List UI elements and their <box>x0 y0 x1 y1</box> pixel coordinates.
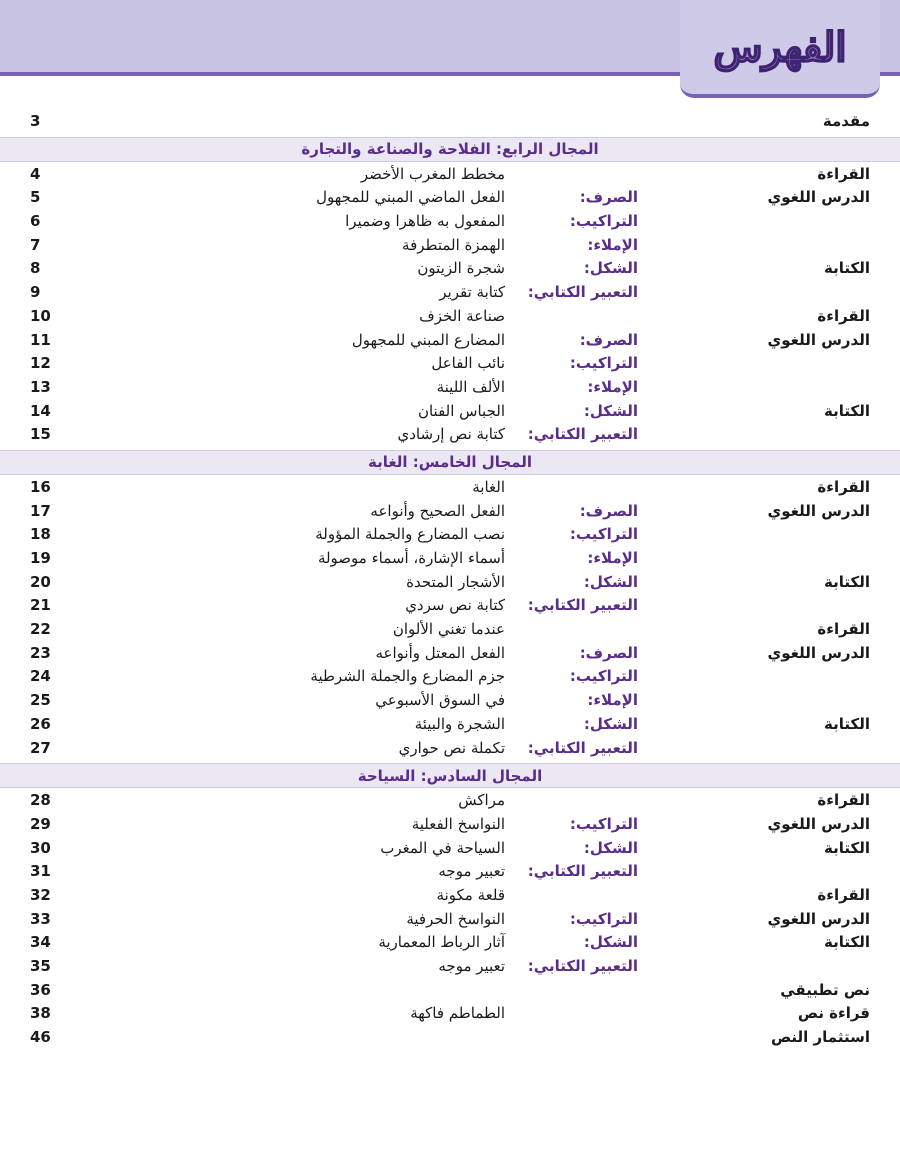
toc-entry[interactable] <box>0 523 900 547</box>
toc-entry[interactable] <box>0 813 900 837</box>
page-number: 8 <box>30 259 41 278</box>
page-number: 13 <box>30 377 51 396</box>
page-number: 27 <box>30 738 51 757</box>
lesson-title: الطماطم فاكهة <box>410 1004 505 1023</box>
lesson-title: مخطط المغرب الأخضر <box>360 164 505 183</box>
section-label: القراءة <box>817 306 870 325</box>
toc-entry[interactable] <box>0 737 900 761</box>
page-number: 30 <box>30 838 51 857</box>
subsection-label: التراكيب: <box>569 354 638 373</box>
toc-entry[interactable] <box>0 352 900 376</box>
toc-entry[interactable] <box>0 1026 900 1050</box>
toc-entry[interactable] <box>0 186 900 210</box>
toc-entry[interactable] <box>0 618 900 642</box>
lesson-title: الأشجار المتحدة <box>406 572 505 591</box>
section-label: الدرس اللغوي <box>767 501 870 520</box>
toc-entry[interactable] <box>0 163 900 187</box>
table-of-contents <box>0 110 900 1050</box>
lesson-title: نصب المضارع والجملة المؤولة <box>315 525 505 544</box>
subsection-label: الشكل: <box>583 933 638 952</box>
lesson-title: قلعة مكونة <box>436 885 505 904</box>
section-label: استثمار النص <box>770 1028 870 1047</box>
page-number: 14 <box>30 401 51 420</box>
subsection-label: الصرف: <box>579 643 638 662</box>
lesson-title: كتابة نص سردي <box>405 596 505 615</box>
lesson-title: السياحة في المغرب <box>380 838 505 857</box>
subsection-label: الإملاء: <box>587 235 638 254</box>
domain-header-label: المجال السادس: السياحة <box>357 766 543 785</box>
subsection-label: التعبير الكتابي: <box>527 862 638 881</box>
toc-entry[interactable] <box>0 908 900 932</box>
toc-entry[interactable] <box>0 376 900 400</box>
page-number: 11 <box>30 330 51 349</box>
domain-header-label: المجال الخامس: الغابة <box>367 453 533 472</box>
lesson-title: جزم المضارع والجملة الشرطية <box>310 667 505 686</box>
subsection-label: التراكيب: <box>569 212 638 231</box>
lesson-title: كتابة نص إرشادي <box>397 425 505 444</box>
subsection-label: التعبير الكتابي: <box>527 596 638 615</box>
section-label: الدرس اللغوي <box>767 814 870 833</box>
page-number: 16 <box>30 477 51 496</box>
page-number: 17 <box>30 501 51 520</box>
section-label: نص تطبيقي <box>780 980 870 999</box>
section-label: مقدمة <box>822 112 870 130</box>
toc-entry[interactable] <box>0 1002 900 1026</box>
page-number: 28 <box>30 791 51 810</box>
toc-entry[interactable] <box>0 257 900 281</box>
toc-entry[interactable] <box>0 281 900 305</box>
lesson-title: المضارع المبني للمجهول <box>351 330 505 349</box>
page-number: 25 <box>30 691 51 710</box>
subsection-label: التراكيب: <box>569 814 638 833</box>
toc-entry[interactable] <box>0 979 900 1003</box>
toc-entry[interactable] <box>0 571 900 595</box>
toc-entry[interactable] <box>0 689 900 713</box>
domain-header <box>0 137 900 162</box>
toc-entry[interactable] <box>0 329 900 353</box>
section-label: القراءة <box>817 620 870 639</box>
subsection-label: الإملاء: <box>587 549 638 567</box>
toc-entry[interactable] <box>0 305 900 329</box>
toc-entry[interactable] <box>0 642 900 666</box>
lesson-title: كتابة تقرير <box>439 283 505 302</box>
toc-entry[interactable] <box>0 955 900 979</box>
domain-header <box>0 763 900 788</box>
page-number: 22 <box>30 620 51 639</box>
domain-header <box>0 450 900 475</box>
lesson-title: أسماء الإشارة، أسماء موصولة <box>317 549 505 567</box>
subsection-label: الشكل: <box>583 259 638 278</box>
page-number: 10 <box>30 306 51 325</box>
page-number: 12 <box>30 354 51 373</box>
page-title: الفهرس <box>713 23 847 71</box>
lesson-title: صناعة الخزف <box>419 306 505 325</box>
lesson-title: النواسخ الفعلية <box>411 814 505 833</box>
toc-entry[interactable] <box>0 594 900 618</box>
page-number: 26 <box>30 714 51 733</box>
section-label: القراءة <box>817 477 870 496</box>
lesson-title: تعبير موجه <box>438 862 505 881</box>
page-number: 35 <box>30 957 51 975</box>
subsection-label: الصرف: <box>579 330 638 349</box>
toc-entry[interactable] <box>0 713 900 737</box>
section-label: القراءة <box>817 791 870 810</box>
toc-entry[interactable] <box>0 837 900 861</box>
lesson-title: الغابة <box>472 477 505 496</box>
section-label: الكتابة <box>824 933 870 952</box>
page-number: 36 <box>30 980 51 999</box>
toc-entry[interactable] <box>0 400 900 424</box>
lesson-title: تكملة نص حواري <box>398 738 505 757</box>
section-label: القراءة <box>817 885 870 904</box>
page-number: 9 <box>30 283 41 302</box>
lesson-title: الفعل المعتل وأنواعه <box>375 643 505 662</box>
subsection-label: التعبير الكتابي: <box>527 283 638 302</box>
page-number: 3 <box>30 112 41 130</box>
lesson-title: الشجرة والبيئة <box>414 714 505 733</box>
page-number: 31 <box>30 862 51 881</box>
page-number: 5 <box>30 188 41 207</box>
page-number: 18 <box>30 525 51 544</box>
page-number: 24 <box>30 667 51 686</box>
toc-entry[interactable] <box>0 423 900 447</box>
lesson-title: آثار الرباط المعمارية <box>378 933 505 952</box>
toc-entry[interactable] <box>0 210 900 234</box>
lesson-title: الفعل الصحيح وأنواعه <box>370 501 505 520</box>
lesson-title: الهمزة المتطرفة <box>402 235 505 254</box>
subsection-label: التراكيب: <box>569 667 638 686</box>
page-number: 20 <box>30 572 51 591</box>
subsection-label: الشكل: <box>583 714 638 733</box>
toc-entry[interactable] <box>0 789 900 813</box>
intro-row[interactable] <box>0 110 900 134</box>
lesson-title: شجرة الزيتون <box>417 259 505 278</box>
subsection-label: الصرف: <box>579 188 638 207</box>
section-label: القراءة <box>817 164 870 183</box>
section-label: الدرس اللغوي <box>767 188 870 207</box>
page-number: 6 <box>30 212 41 231</box>
lesson-title: الجباس الفنان <box>417 401 505 420</box>
subsection-label: التعبير الكتابي: <box>527 738 638 757</box>
section-label: الكتابة <box>824 401 870 420</box>
page-number: 34 <box>30 933 51 952</box>
section-label: الكتابة <box>824 838 870 857</box>
page-number: 21 <box>30 596 51 615</box>
page-number: 19 <box>30 549 51 567</box>
toc-entry[interactable] <box>0 500 900 524</box>
toc-entry[interactable] <box>0 234 900 258</box>
lesson-title: عندما تغني الألوان <box>392 620 505 639</box>
page-number: 7 <box>30 235 41 254</box>
page-number: 38 <box>30 1004 51 1023</box>
page-number: 46 <box>30 1028 51 1047</box>
section-label: الدرس اللغوي <box>767 330 870 349</box>
page-number: 29 <box>30 814 51 833</box>
lesson-title: الفعل الماضي المبني للمجهول <box>316 188 505 207</box>
toc-entry[interactable] <box>0 547 900 571</box>
lesson-title: في السوق الأسبوعي <box>375 691 505 710</box>
toc-entry[interactable] <box>0 931 900 955</box>
subsection-label: الشكل: <box>583 401 638 420</box>
toc-entry[interactable] <box>0 665 900 689</box>
page-number: 32 <box>30 885 51 904</box>
section-label: الكتابة <box>824 259 870 278</box>
toc-entry[interactable] <box>0 860 900 884</box>
subsection-label: الإملاء: <box>587 691 638 710</box>
lesson-title: مراكش <box>458 791 505 810</box>
section-label: الدرس اللغوي <box>767 643 870 662</box>
toc-entry[interactable] <box>0 476 900 500</box>
lesson-title: النواسخ الحرفية <box>406 909 505 928</box>
subsection-label: الإملاء: <box>587 377 638 396</box>
subsection-label: الشكل: <box>583 838 638 857</box>
page-number: 15 <box>30 425 51 444</box>
subsection-label: التعبير الكتابي: <box>527 957 638 975</box>
subsection-label: الشكل: <box>583 572 638 591</box>
section-label: قراءة نص <box>797 1004 870 1023</box>
title-tab <box>680 0 880 98</box>
subsection-label: الصرف: <box>579 501 638 520</box>
page-number: 4 <box>30 164 41 183</box>
toc-entry[interactable] <box>0 884 900 908</box>
lesson-title: المفعول به ظاهرا وضميرا <box>345 212 505 231</box>
section-label: الكتابة <box>824 714 870 733</box>
subsection-label: التعبير الكتابي: <box>527 425 638 444</box>
page-number: 23 <box>30 643 51 662</box>
lesson-title: الألف اللينة <box>436 377 505 396</box>
subsection-label: التراكيب: <box>569 909 638 928</box>
subsection-label: التراكيب: <box>569 525 638 544</box>
section-label: الكتابة <box>824 572 870 591</box>
lesson-title: نائب الفاعل <box>431 354 505 373</box>
page-number: 33 <box>30 909 51 928</box>
lesson-title: تعبير موجه <box>438 957 505 975</box>
section-label: الدرس اللغوي <box>767 909 870 928</box>
domain-header-label: المجال الرابع: الفلاحة والصناعة والتجارة <box>301 140 599 159</box>
